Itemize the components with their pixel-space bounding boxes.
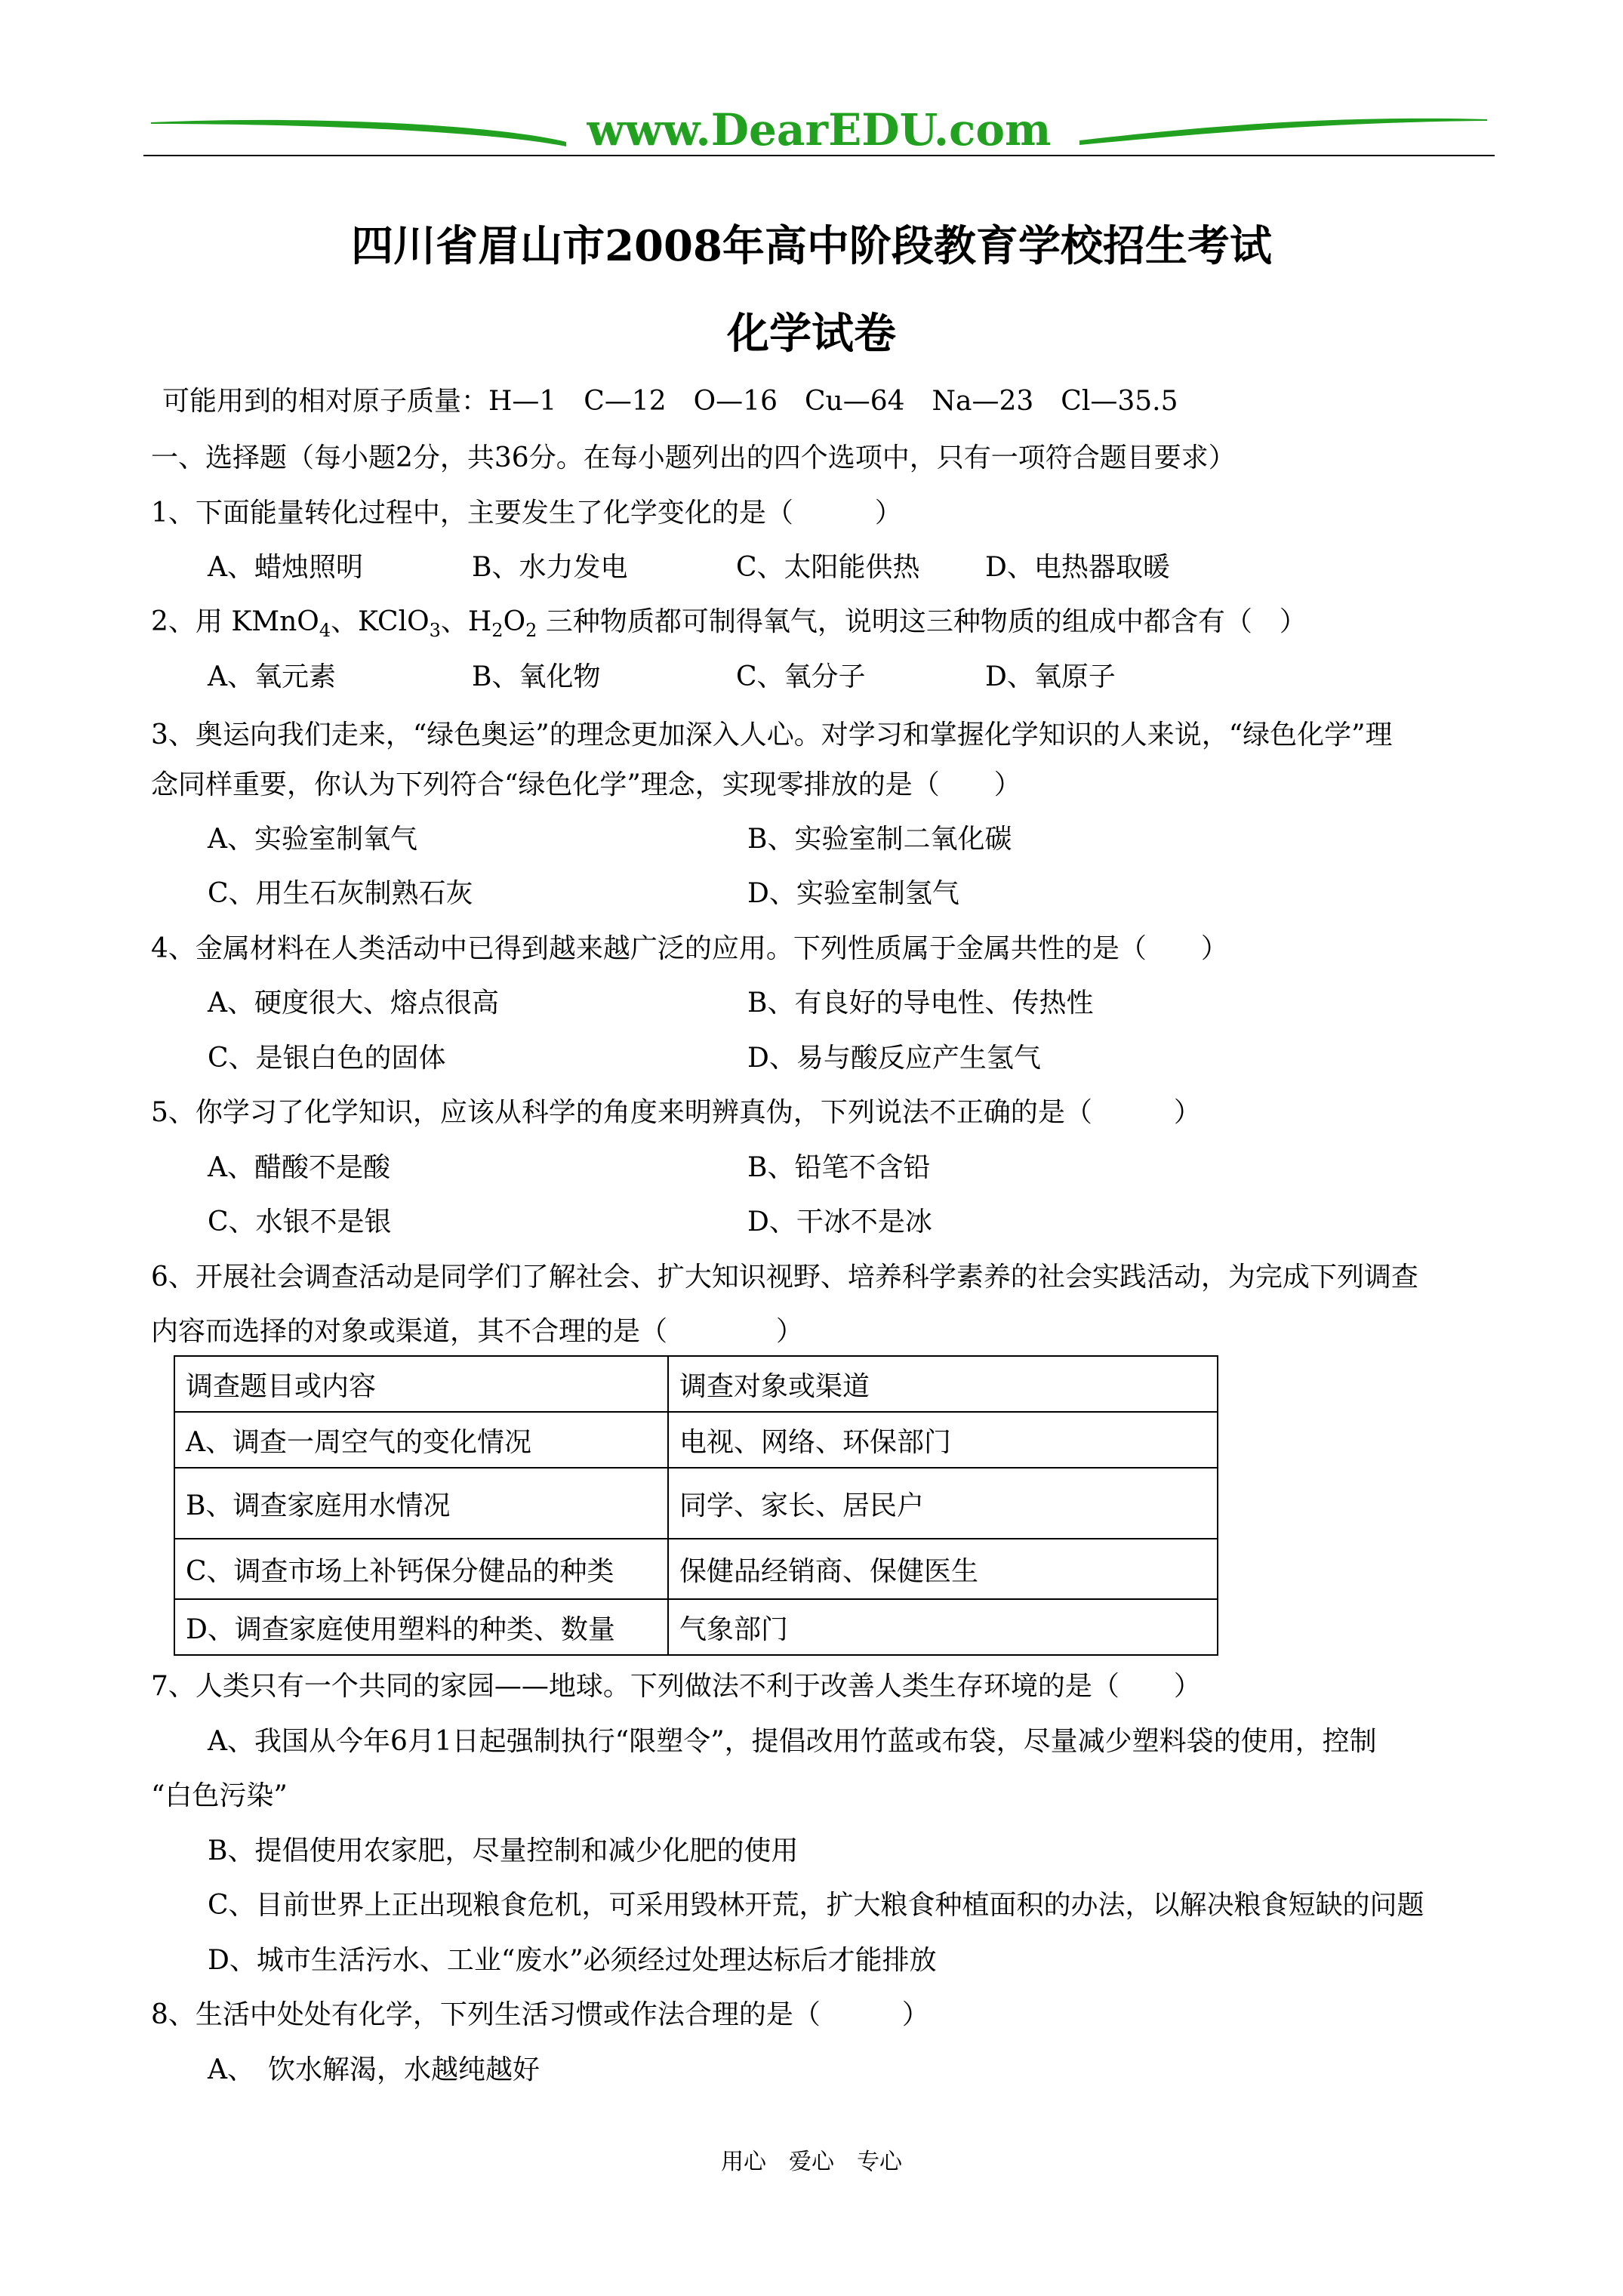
q3-option-a: A、实验室制氧气 xyxy=(208,824,417,855)
q1-option-d: D、电热器取暖 xyxy=(985,552,1170,583)
table-cell: A、调查一周空气的变化情况 xyxy=(174,1412,668,1468)
q7-option-a-line1: A、我国从今年6月1日起强制执行“限塑令”，提倡改用竹蓝或布袋，尽量减少塑料袋的使用，控制 xyxy=(208,1726,1377,1757)
table-cell: 气象部门 xyxy=(668,1599,1218,1655)
question-6-stem-line1: 6、开展社会调查活动是同学们了解社会、扩大知识视野、培养科学素养的社会实践活动，为完成下列调查 xyxy=(151,1262,1418,1293)
q2-option-b: B、氧化物 xyxy=(472,661,601,692)
site-header-logo xyxy=(143,106,1495,166)
q2-option-c: C、氧分子 xyxy=(736,661,866,692)
table-row xyxy=(174,1468,1218,1539)
q4-option-d: D、易与酸反应产生氢气 xyxy=(747,1043,1041,1074)
q4-option-c: C、是银白色的固体 xyxy=(208,1043,446,1074)
page-footer: 用心 爱心 专心 xyxy=(721,2149,902,2175)
question-3-stem-line2: 念同样重要，你认为下列符合“绿色化学”理念，实现零排放的是（ ） xyxy=(151,769,1021,800)
logo-text: www.DearEDU.com xyxy=(587,106,1052,156)
q2-option-d: D、氧原子 xyxy=(985,661,1116,692)
question-7-stem: 7、人类只有一个共同的家园——地球。下列做法不利于改善人类生存环境的是（ ） xyxy=(151,1671,1201,1702)
table-cell: 电视、网络、环保部门 xyxy=(668,1412,1218,1468)
q5-option-a: A、醋酸不是酸 xyxy=(208,1152,390,1183)
table-cell: D、调查家庭使用塑料的种类、数量 xyxy=(174,1599,668,1655)
page-title: 四川省眉山市2008年高中阶段教育学校招生考试 xyxy=(351,221,1272,271)
question-8-stem: 8、生活中处处有化学，下列生活习惯或作法合理的是（ ） xyxy=(151,1999,929,2030)
table-header-cell: 调查对象或渠道 xyxy=(668,1356,1218,1412)
question-6-stem-line2: 内容而选择的对象或渠道，其不合理的是（ ） xyxy=(151,1316,804,1347)
q5-option-b: B、铅笔不含铅 xyxy=(747,1152,931,1183)
table-cell: C、调查市场上补钙保分健品的种类 xyxy=(174,1539,668,1599)
q7-option-a-line2: “白色污染” xyxy=(151,1780,288,1811)
q5-option-c: C、水银不是银 xyxy=(208,1207,392,1237)
atomic-mass-note: 可能用到的相对原子质量：H—1 C—12 O—16 Cu—64 Na—23 Cl—35.5 xyxy=(162,386,1178,417)
q8-option-a: A、 饮水解渴，水越纯越好 xyxy=(208,2054,540,2085)
q7-option-c: C、目前世界上正出现粮食危机，可采用毁林开荒，扩大粮食种植面积的办法，以解决粮食短缺的问题 xyxy=(208,1890,1424,1921)
table-cell: B、调查家庭用水情况 xyxy=(174,1468,668,1539)
table-cell: 保健品经销商、保健医生 xyxy=(668,1539,1218,1599)
table-header-row xyxy=(174,1356,1218,1412)
table-row xyxy=(174,1539,1218,1599)
q5-option-d: D、干冰不是冰 xyxy=(747,1207,932,1237)
question-4-stem: 4、金属材料在人类活动中已得到越来越广泛的应用。下列性质属于金属共性的是（ ） xyxy=(151,933,1228,964)
page-subtitle: 化学试卷 xyxy=(727,309,896,359)
q4-option-a: A、硬度很大、熔点很高 xyxy=(208,988,499,1019)
q7-option-b: B、提倡使用农家肥，尽量控制和减少化肥的使用 xyxy=(208,1835,799,1866)
q2-option-a: A、氧元素 xyxy=(208,661,336,692)
q3-option-d: D、实验室制氢气 xyxy=(747,878,959,909)
section-heading: 一、选择题（每小题2分，共36分。在每小题列出的四个选项中，只有一项符合题目要求） xyxy=(151,442,1236,473)
logo-banner xyxy=(143,106,1495,166)
q1-option-b: B、水力发电 xyxy=(472,552,628,583)
question-1-stem: 1、下面能量转化过程中，主要发生了化学变化的是（ ） xyxy=(151,498,902,529)
q3-option-c: C、用生石灰制熟石灰 xyxy=(208,878,473,909)
question-2-stem: 2、用 KMnO$_4$、KClO$_3$、$H_2O_2$ 三种物质都可制得氧气，说明这三种物质的组成中都含有（ ） xyxy=(151,606,1307,641)
q7-option-d: D、城市生活污水、工业“废水”必须经过处理达标后才能排放 xyxy=(208,1945,937,1976)
q3-option-b: B、实验室制二氧化碳 xyxy=(747,824,1012,855)
q1-option-c: C、太阳能供热 xyxy=(736,552,920,583)
question-5-stem: 5、你学习了化学知识，应该从科学的角度来明辨真伪，下列说法不正确的是（ ） xyxy=(151,1097,1201,1128)
table-header-cell: 调查题目或内容 xyxy=(174,1356,668,1412)
q4-option-b: B、有良好的导电性、传热性 xyxy=(747,988,1094,1019)
question-3-stem-line1: 3、奥运向我们走来，“绿色奥运”的理念更加深入人心。对学习和掌握化学知识的人来说，“绿色化学”理 xyxy=(151,720,1393,750)
table-row xyxy=(174,1412,1218,1468)
table-row xyxy=(174,1599,1218,1655)
table-cell: 同学、家长、居民户 xyxy=(668,1468,1218,1539)
survey-table xyxy=(174,1355,1218,1656)
q1-option-a: A、蜡烛照明 xyxy=(208,552,363,583)
